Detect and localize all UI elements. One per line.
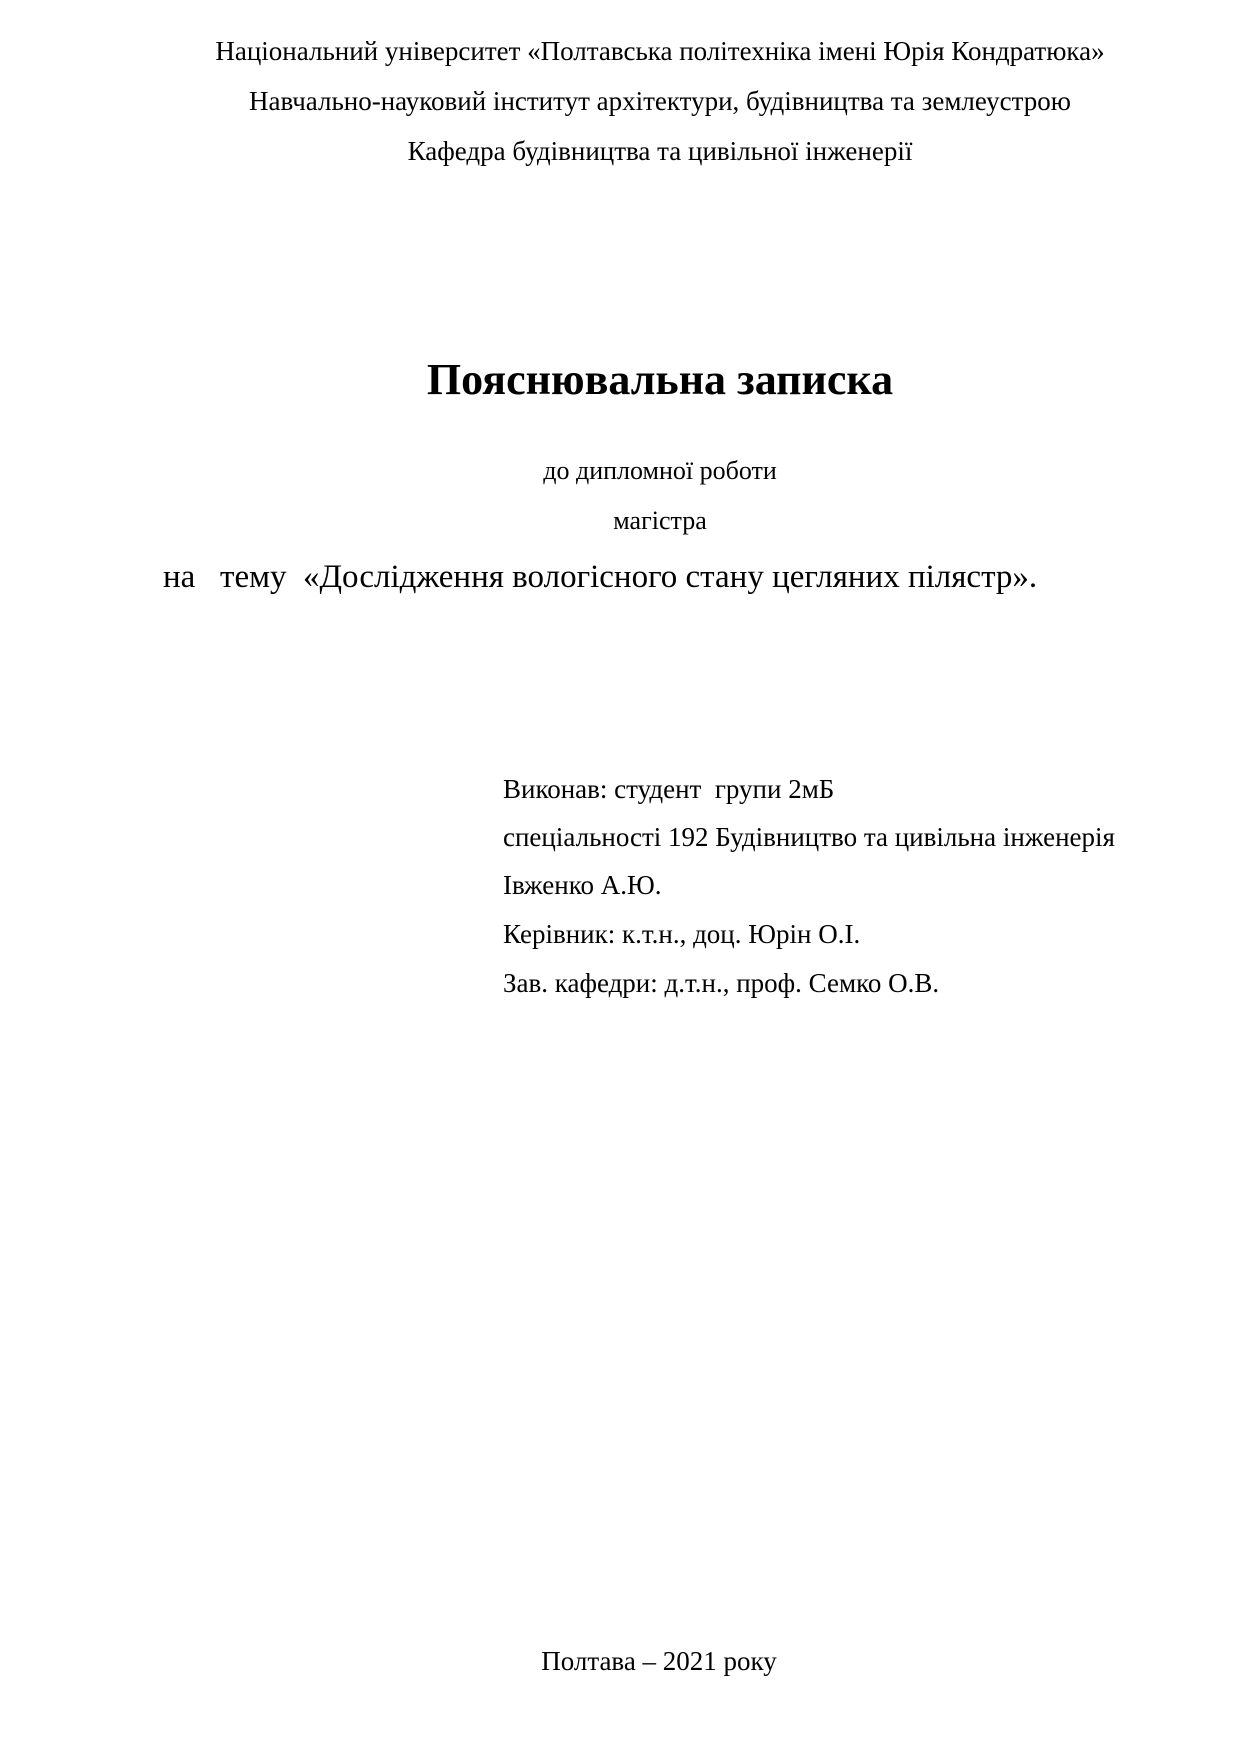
document-subtitle: до дипломної роботи [543,456,777,485]
document-title: Пояснювальна записка [426,355,894,404]
university-name: Національний університет «Полтавська політехніка імені Юрія Кондратюка» [215,36,1105,66]
place-and-year: Полтава – 2021 року [541,1646,777,1676]
supervisor-line: Керівник: к.т.н., доц. Юрін О.І. [503,919,861,949]
thesis-theme: на тему «Дослідження вологісного стану цегляних пілястр». [163,559,1038,595]
department-name: Кафедра будівництва та цивільної інженерії [407,136,913,166]
specialty-line: спеціальності 192 Будівництво та цивільна інженерія [503,822,1115,852]
degree-label: магістра [613,506,707,535]
performer-line: Виконав: студент групи 2мБ [503,774,835,804]
head-of-department-line: Зав. кафедри: д.т.н., проф. Семко О.В. [503,968,940,998]
institute-name: Навчально-науковий інститут архітектури, будівництва та землеустрою [249,86,1071,116]
student-name: Івженко А.Ю. [503,870,662,900]
